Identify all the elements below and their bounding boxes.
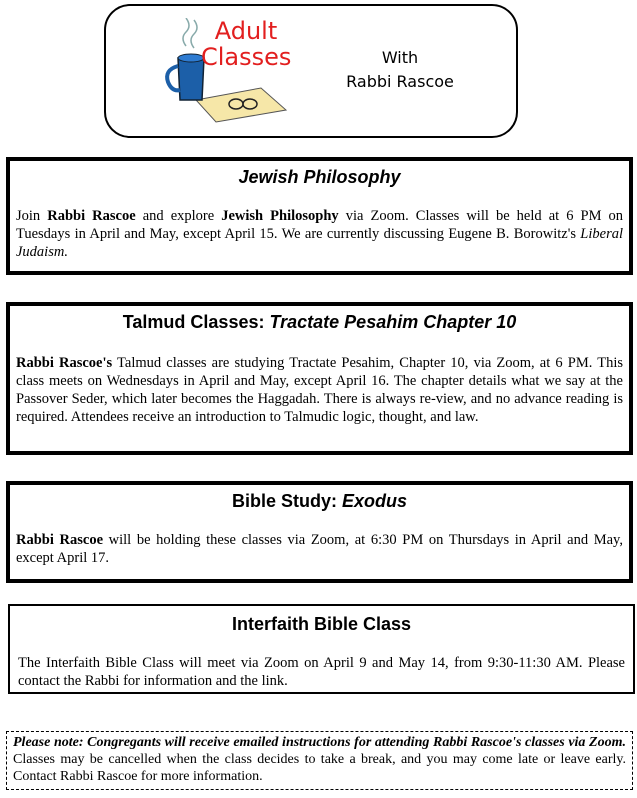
jewish-philosophy-text: Join Rabbi Rascoe and explore Jewish Philosophy via Zoom. Classes will be held at 6 PM on Tuesdays in April and May, except April 15. We are currently discussing Eugene B. Borowitz's Liberal Judaism. (16, 208, 624, 260)
talmud-classes-title: Talmud Classes: Tractate Pesahim Chapter 10 (122, 312, 517, 332)
logo-line-classes: Classes (201, 43, 292, 71)
please-note-box (6, 731, 633, 790)
logo-line-adult: Adult (214, 17, 278, 45)
jewish-philosophy-title: Jewish Philosophy (238, 167, 401, 187)
with-text: With (381, 48, 419, 67)
logo-title (201, 18, 291, 70)
instructor-label (320, 46, 480, 94)
interfaith-bible-title: Interfaith Bible Class (231, 614, 412, 634)
please-note-text: Please note: Congregants will receive emailed instructions for attending Rabbi Rascoe's classes via Zoom. Classes may be cancelled when the class decides to take a break, and you may come late or leave early. Contact Rabbi Rascoe for more information. (13, 735, 626, 784)
talmud-classes-box (6, 302, 633, 455)
interfaith-bible-text: The Interfaith Bible Class will meet via Zoom on April 9 and May 14, from 9:30-11:30 AM. Please contact the Rabbi for information and the link. (18, 655, 625, 689)
interfaith-bible-box (8, 604, 635, 694)
jewish-philosophy-box (6, 157, 633, 275)
rabbi-name: Rabbi Rascoe (346, 72, 454, 91)
bible-study-text: Rabbi Rascoe will be holding these classes via Zoom, at 6:30 PM on Thursdays in April and May, except April 17. (16, 532, 623, 566)
talmud-classes-text: Rabbi Rascoe's Talmud classes are studying Tractate Pesahim, Chapter 10, via Zoom, at 6 PM. This class meets on Wednesdays in April and May, except April 16. The chapter details what we say at the Passover Seder, which later becomes the Haggadah. There is always re-view, and no advance reading is required. Attendees receive an introduction to Talmudic logic, thought, and law. (16, 355, 623, 425)
header-banner (104, 4, 518, 138)
bible-study-box (6, 481, 633, 583)
bible-study-title: Bible Study: Exodus (231, 491, 408, 511)
